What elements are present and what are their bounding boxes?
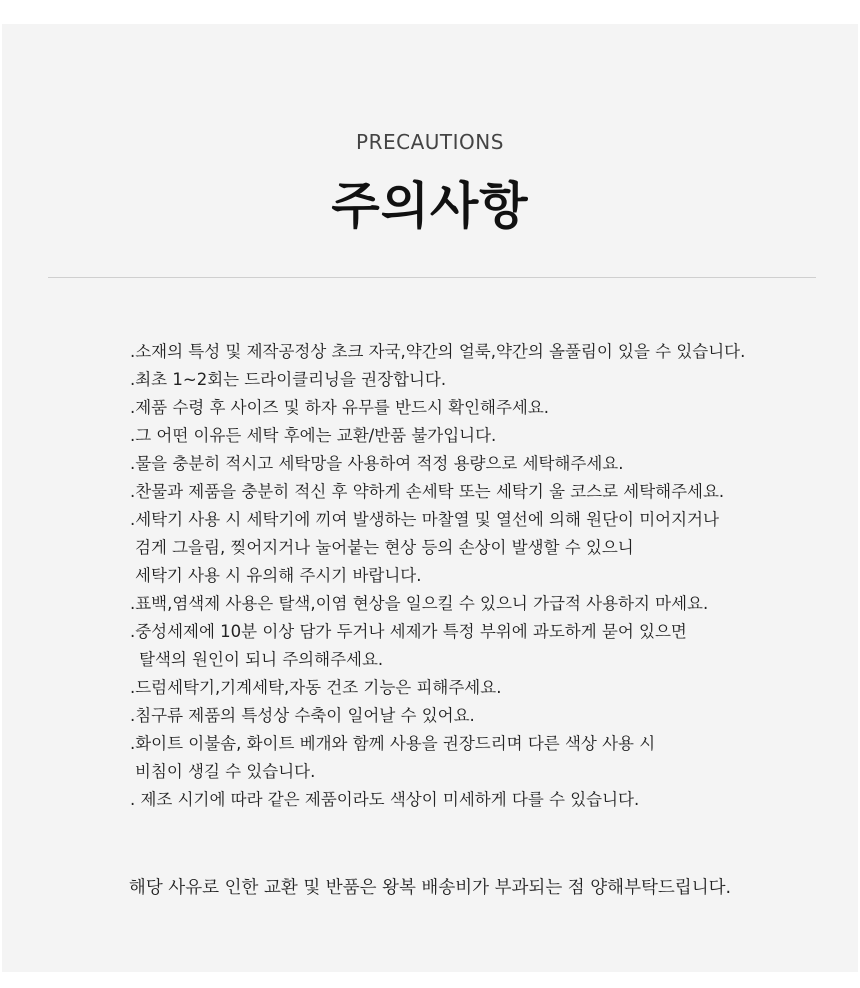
return-notice: 해당 사유로 인한 교환 및 반품은 왕복 배송비가 부과되는 점 양해부탁드립니다. [128,878,732,898]
precaution-item: . 제조 시기에 따라 같은 제품이라도 색상이 미세하게 다를 수 있습니다. [130,790,640,809]
precaution-item-continuation: 비침이 생길 수 있습니다. [135,762,316,781]
precaution-item-continuation: 세탁기 사용 시 유의해 주시기 바랍니다. [135,566,422,585]
precaution-item: .물을 충분히 적시고 세탁망을 사용하여 적정 용량으로 세탁해주세요. [130,454,624,473]
precaution-item: .침구류 제품의 특성상 수축이 일어날 수 있어요. [130,706,475,725]
precaution-item: .최초 1~2회는 드라이클리닝을 권장합니다. [130,370,447,389]
precaution-item-continuation: 탈색의 원인이 되니 주의해주세요. [139,650,384,669]
precaution-item: .화이트 이불솜, 화이트 베개와 함께 사용을 권장드리며 다른 색상 사용 시 [130,734,656,753]
precaution-item: .소재의 특성 및 제작공정상 초크 자국,약간의 얼룩,약간의 올풀림이 있을 수 있습니다. [130,342,746,361]
precaution-item-continuation: 검게 그을림, 찢어지거나 눌어붙는 현상 등의 손상이 발생할 수 있으니 [135,538,634,557]
precautions-panel [2,24,858,972]
precautions-list [130,338,830,814]
precaution-item: .표백,염색제 사용은 탈색,이염 현상을 일으킬 수 있으니 가급적 사용하지 마세요. [130,594,709,613]
section-title: 주의사항 [331,177,529,235]
divider [48,277,816,278]
precaution-item: .그 어떤 이유든 세탁 후에는 교환/반품 불가입니다. [130,426,497,445]
precaution-item: .드럼세탁기,기계세탁,자동 건조 기능은 피해주세요. [130,678,502,697]
section-subtitle: PRECAUTIONS [356,130,504,154]
precaution-item: .중성세제에 10분 이상 담가 두거나 세제가 특정 부위에 과도하게 묻어 있으면 [130,622,687,641]
precaution-item: .제품 수령 후 사이즈 및 하자 유무를 반드시 확인해주세요. [130,398,550,417]
precaution-item: .세탁기 사용 시 세탁기에 끼여 발생하는 마찰열 및 열선에 의해 원단이 미어지거나 [130,510,719,529]
precaution-item: .찬물과 제품을 충분히 적신 후 약하게 손세탁 또는 세탁기 울 코스로 세탁해주세요. [130,482,725,501]
